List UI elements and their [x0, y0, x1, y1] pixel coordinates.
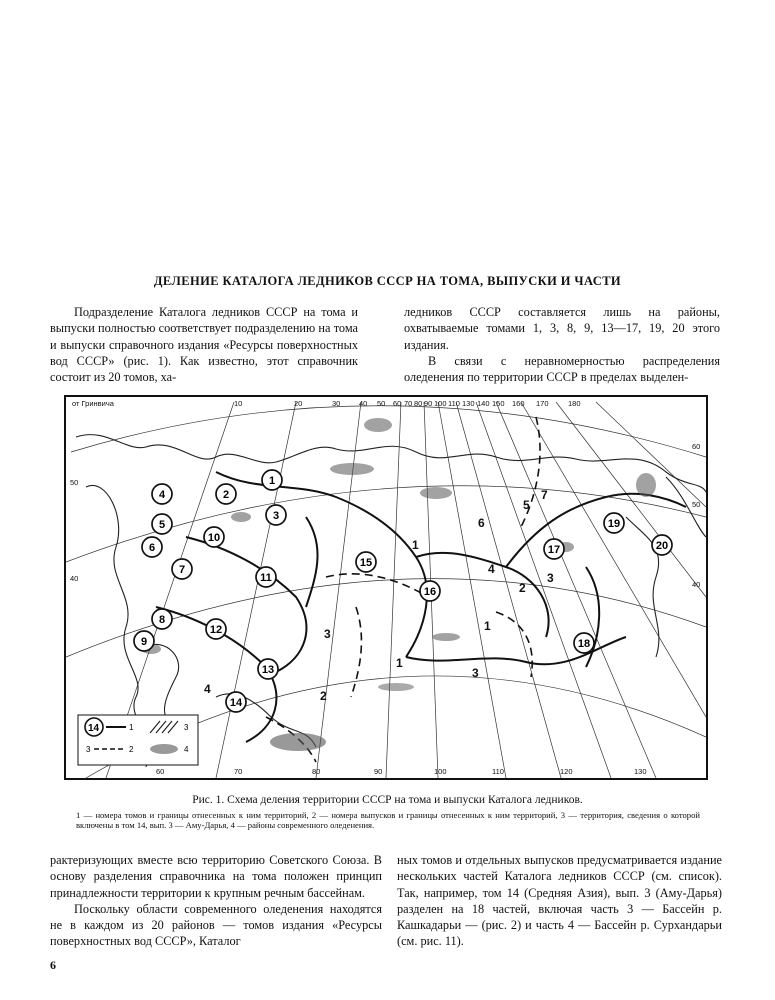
top-longitude: 20 [294, 399, 303, 408]
volume-number: 1 [268, 475, 276, 487]
map-legend [78, 715, 198, 765]
text-column-2 [404, 304, 720, 385]
volume-number: 11 [260, 572, 272, 584]
issue-number: 3 [547, 571, 554, 585]
issue-number: 1 [484, 619, 491, 633]
text-column-1 [50, 304, 358, 385]
volume-number: 4 [158, 489, 166, 501]
legend-item: 3 [184, 723, 189, 732]
volume-number: 13 [261, 664, 275, 676]
paragraph: Подразделение Каталога ледников СССР на тома и выпуски полностью соответствует подразделению на тома и выпуски справочного издания «Ресурсы поверхностных вод СССР» (рис. 1). Как известно, этот справочник состоит из 20 томов, ха- [50, 305, 358, 385]
legend-item: 1 [129, 723, 134, 732]
volume-number: 12 [209, 624, 223, 636]
right-latitude: 40 [692, 580, 701, 589]
top-longitude: 30 [332, 399, 341, 408]
issue-number: 7 [541, 488, 548, 502]
issue-number: 2 [320, 689, 327, 703]
bottom-longitude: 110 [492, 767, 504, 776]
text-column-3 [50, 852, 382, 950]
top-longitude: 180 [568, 399, 581, 408]
issue-number: 3 [324, 627, 331, 641]
volume-number: 20 [655, 540, 669, 552]
volume-number: 14 [229, 697, 243, 709]
bottom-longitude: 70 [234, 767, 243, 776]
issue-number: 2 [519, 581, 526, 595]
volume-number: 5 [158, 519, 166, 531]
left-latitude: 50 [70, 478, 79, 487]
volume-number: 9 [140, 636, 148, 648]
volume-number: 7 [178, 564, 186, 576]
bottom-longitude: 80 [312, 767, 321, 776]
top-longitude: 70 [404, 399, 413, 408]
top-longitude: 60 [393, 399, 402, 408]
top-longitude: 50 [377, 399, 386, 408]
ussr-map-figure [64, 395, 708, 780]
volume-number: 18 [577, 638, 591, 650]
svg-text:14: 14 [88, 723, 100, 734]
volume-number: 10 [207, 532, 221, 544]
right-latitude: 60 [692, 442, 701, 451]
paragraph: рактеризующих вместе всю территорию Советского Союза. В основу разделения справочника на тома положен принцип принадлежности территории к крупным речным бассейнам. [50, 853, 382, 900]
issue-number: 3 [472, 666, 479, 680]
bottom-longitude: 120 [560, 767, 573, 776]
top-longitude: 130 [462, 399, 475, 408]
volume-number: 8 [158, 614, 166, 626]
svg-text:3: 3 [86, 745, 91, 754]
figure-caption: Рис. 1. Схема деления территории СССР на тома и выпуски Каталога ледников. [192, 794, 583, 806]
page-number: 6 [50, 958, 56, 972]
top-longitude: 40 [359, 399, 368, 408]
legend-item: 4 [184, 745, 189, 754]
volume-number: 3 [272, 510, 280, 522]
issue-number: 5 [523, 498, 530, 512]
paragraph: Поскольку области современного оледенения находятся не в каждом из 20 районов — томов издания «Ресурсы поверхностных вод СССР», Каталог [50, 901, 382, 949]
issue-number: 1 [396, 656, 403, 670]
issue-number: 1 [412, 538, 419, 552]
top-longitude: 140 [477, 399, 490, 408]
legend-item: 2 [129, 745, 134, 754]
volume-number: 19 [607, 518, 621, 530]
left-latitude: 40 [70, 574, 79, 583]
top-longitude: 110 [448, 399, 460, 408]
map-drawing [66, 397, 706, 778]
paragraph: ледников СССР составляется лишь на районы, охватываемые томами 1, 3, 8, 9, 13—17, 19, 20 этого издания. [404, 305, 720, 352]
figure-legend-text: 1 — номера томов и границы отнесенных к ним территорий, 2 — номера выпусков и границы отнесенных к ним территорий, 3 — территория, сведения о которой включены в том 14, вып. 3 — Аму-Дарья, 4 — районы современного оледенения. [76, 810, 700, 830]
section-heading: ДЕЛЕНИЕ КАТАЛОГА ЛЕДНИКОВ СССР НА ТОМА, ВЫПУСКИ И ЧАСТИ [153, 274, 622, 288]
volume-number: 16 [423, 586, 437, 598]
issue-number: 4 [488, 562, 495, 576]
paragraph: ных томов и отдельных выпусков предусматривается издание нескольких частей Каталога ледников СССР (см. список). Так, например, том 14 (Средняя Азия), вып. 3 (Аму-Дарья) разделен на 18 частей, включая часть 3 — Бассейн р. Кашкадарьи — (рис. 2) и часть 4 — Бассейн р. Сурхандарьи (см. рис. 11). [397, 853, 722, 949]
bottom-longitude: 130 [634, 767, 647, 776]
top-longitude: 90 [424, 399, 433, 408]
text-column-4 [397, 852, 722, 950]
volume-number: 17 [547, 544, 561, 556]
paragraph: В связи с неравномерностью распределения оледенения по территории СССР в пределах выделен- [404, 353, 720, 385]
map-top-label: от Гринвича [72, 399, 114, 408]
top-longitude: 10 [234, 399, 243, 408]
issue-number: 4 [204, 682, 211, 696]
right-latitude: 50 [692, 500, 701, 509]
issue-boundaries [266, 417, 540, 762]
bottom-longitude: 90 [374, 767, 383, 776]
volume-markers [134, 470, 672, 712]
bottom-longitude: 60 [156, 767, 165, 776]
top-longitude: 170 [536, 399, 549, 408]
volume-number: 6 [148, 542, 156, 554]
volume-number: 15 [359, 557, 373, 569]
top-longitude: 150 [492, 399, 505, 408]
bottom-longitude: 100 [434, 767, 447, 776]
top-longitude: 80 [414, 399, 423, 408]
top-longitude: 100 [434, 399, 447, 408]
top-longitude: 160 [512, 399, 525, 408]
volume-number: 2 [222, 489, 230, 501]
issue-number: 6 [478, 516, 485, 530]
